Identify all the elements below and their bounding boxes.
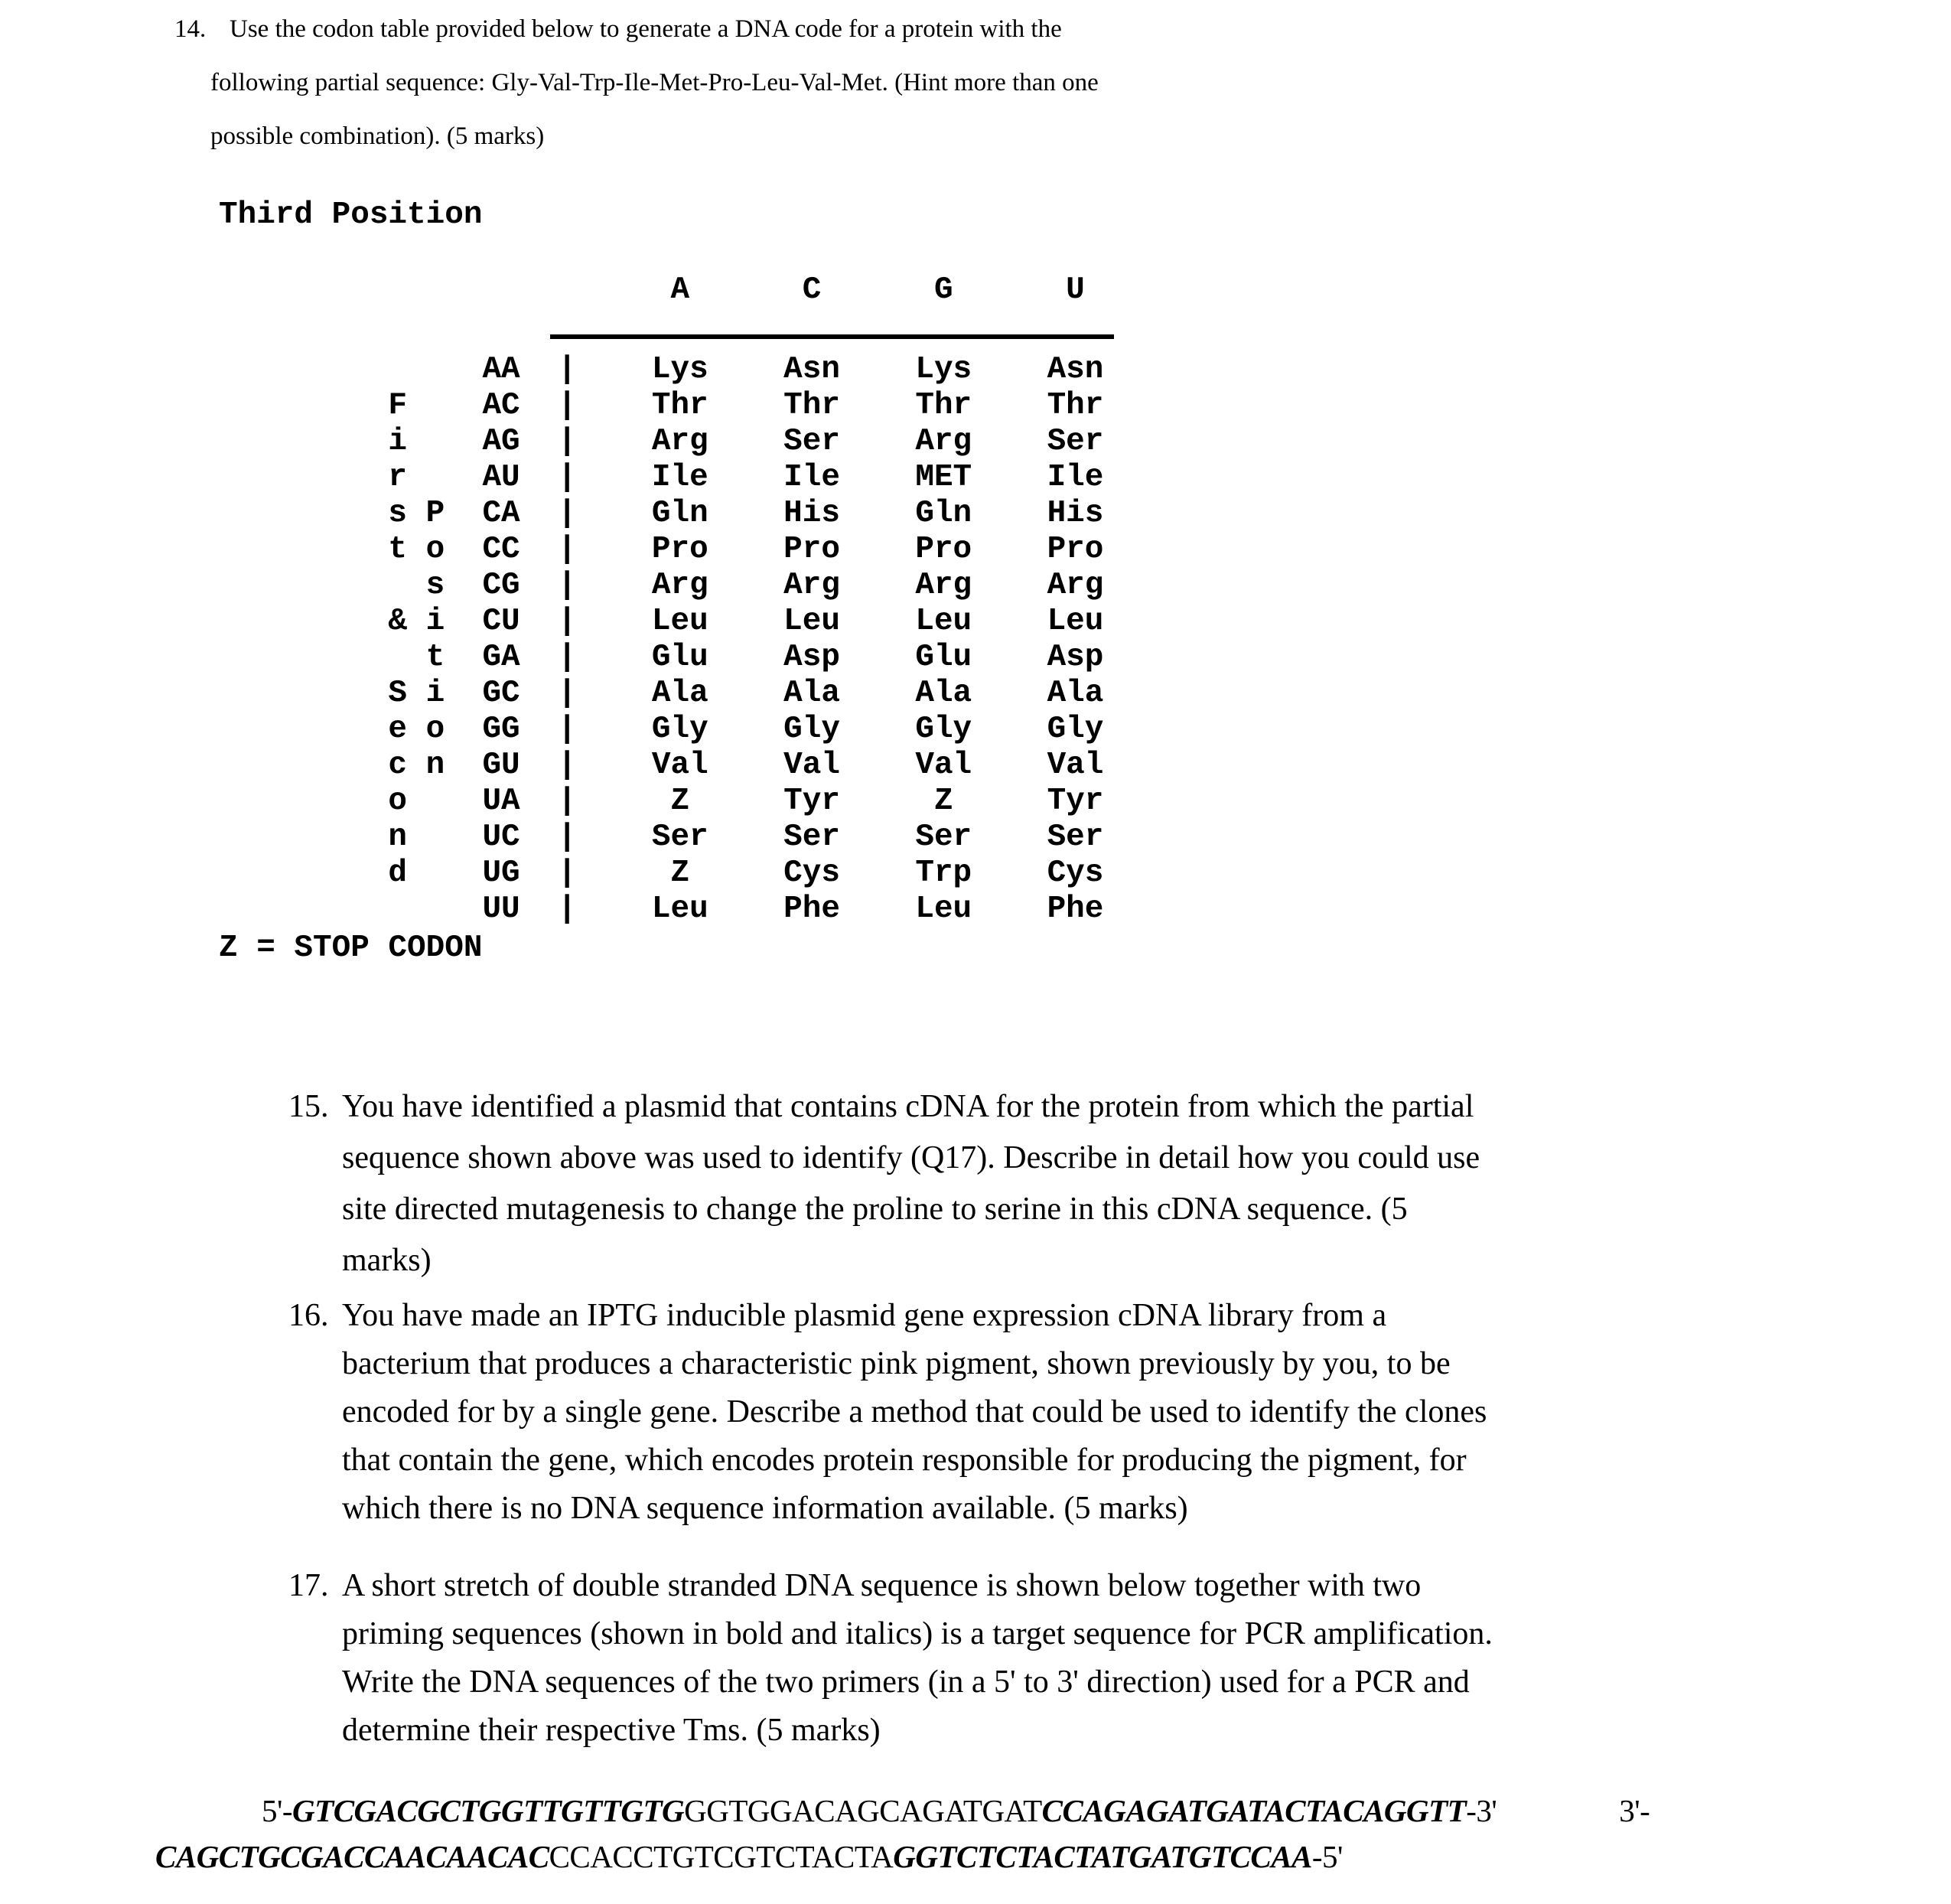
dna-segment: GGTGGACAGCAGATGAT bbox=[684, 1793, 1042, 1828]
dna-sequence-line-2 bbox=[155, 1838, 1343, 1875]
question-line: sequence shown above was used to identify (Q17). Describe in detail how you could use bbox=[342, 1140, 1480, 1175]
codon-table-row: r AU | Ile Ile MET Ile bbox=[219, 460, 1104, 495]
question-line: Use the codon table provided below to generate a DNA code for a protein with the bbox=[230, 15, 1062, 43]
codon-table-row: F AC | Thr Thr Thr Thr bbox=[219, 388, 1104, 423]
codon-table-row: t GA | Glu Asp Glu Asp bbox=[219, 640, 1104, 675]
dna-segment: -3' bbox=[1466, 1793, 1497, 1828]
dna-primer-segment: GGTCTCTACTATGATGTCCAA bbox=[893, 1839, 1312, 1874]
question-line: A short stretch of double stranded DNA sequence is shown below together with two bbox=[342, 1568, 1422, 1603]
codon-table-row: AA | Lys Asn Lys Asn bbox=[219, 352, 1104, 387]
codon-table-row: n UC | Ser Ser Ser Ser bbox=[219, 820, 1104, 855]
question-number: 17. bbox=[288, 1568, 329, 1603]
question-line: determine their respective Tms. (5 marks) bbox=[342, 1713, 881, 1748]
question-line: site directed mutagenesis to change the proline to serine in this cDNA sequence. (5 bbox=[342, 1192, 1408, 1227]
dna-segment: -5' bbox=[1311, 1839, 1343, 1874]
dna-primer-segment: CCAGAGATGATACTACAGGTT bbox=[1041, 1793, 1467, 1828]
codon-table-column-headers: A C G U bbox=[219, 272, 1085, 308]
question-line: possible combination). (5 marks) bbox=[210, 122, 545, 150]
question-line: You have made an IPTG inducible plasmid gene expression cDNA library from a bbox=[342, 1298, 1387, 1333]
codon-table-row: o UA | Z Tyr Z Tyr bbox=[219, 784, 1104, 819]
codon-table-title: Third Position bbox=[219, 197, 483, 233]
codon-table-row: & i CU | Leu Leu Leu Leu bbox=[219, 604, 1104, 639]
dna-segment: CCACCTGTCGTCTACTA bbox=[549, 1839, 894, 1874]
codon-table-row: t o CC | Pro Pro Pro Pro bbox=[219, 532, 1104, 567]
dna-segment: 3'- bbox=[1619, 1793, 1650, 1828]
dna-sequence-line-1 bbox=[262, 1792, 1650, 1829]
question-line: that contain the gene, which encodes protein responsible for producing the pigment, for bbox=[342, 1443, 1467, 1478]
codon-table-rule bbox=[550, 334, 1114, 339]
question-number: 14. bbox=[174, 15, 207, 43]
question-line: priming sequences (shown in bold and italics) is a target sequence for PCR amplification. bbox=[342, 1616, 1493, 1651]
codon-table-row: c n GU | Val Val Val Val bbox=[219, 748, 1104, 783]
codon-table-row: UU | Leu Phe Leu Phe bbox=[219, 892, 1104, 927]
question-line: which there is no DNA sequence information available. (5 marks) bbox=[342, 1491, 1188, 1526]
question-line: Write the DNA sequences of the two primers (in a 5' to 3' direction) used for a PCR and bbox=[342, 1664, 1470, 1700]
codon-table-row: d UG | Z Cys Trp Cys bbox=[219, 856, 1104, 891]
codon-table-footnote: Z = STOP CODON bbox=[219, 931, 483, 966]
question-line: following partial sequence: Gly-Val-Trp-Ile-Met-Pro-Leu-Val-Met. (Hint more than one bbox=[210, 69, 1099, 96]
question-line: encoded for by a single gene. Describe a method that could be used to identify the clones bbox=[342, 1394, 1487, 1430]
dna-primer-segment: GTCGACGCTGGTTGTTGTG bbox=[292, 1793, 685, 1828]
dna-segment: 5'- bbox=[262, 1793, 293, 1828]
question-number: 16. bbox=[288, 1298, 329, 1333]
codon-table-row: s CG | Arg Arg Arg Arg bbox=[219, 568, 1104, 603]
question-line: bacterium that produces a characteristic pink pigment, shown previously by you, to be bbox=[342, 1346, 1451, 1381]
codon-table-row: i AG | Arg Ser Arg Ser bbox=[219, 424, 1104, 459]
question-number: 15. bbox=[288, 1089, 329, 1124]
dna-primer-segment: CAGCTGCGACCAACAACAC bbox=[155, 1839, 549, 1874]
codon-table-row: s P CA | Gln His Gln His bbox=[219, 496, 1104, 531]
question-line: marks) bbox=[342, 1243, 432, 1278]
codon-table bbox=[219, 352, 1103, 928]
codon-table-row: S i GC | Ala Ala Ala Ala bbox=[219, 676, 1104, 711]
codon-table-row: e o GG | Gly Gly Gly Gly bbox=[219, 712, 1104, 747]
question-line: You have identified a plasmid that contains cDNA for the protein from which the partial bbox=[342, 1089, 1474, 1124]
